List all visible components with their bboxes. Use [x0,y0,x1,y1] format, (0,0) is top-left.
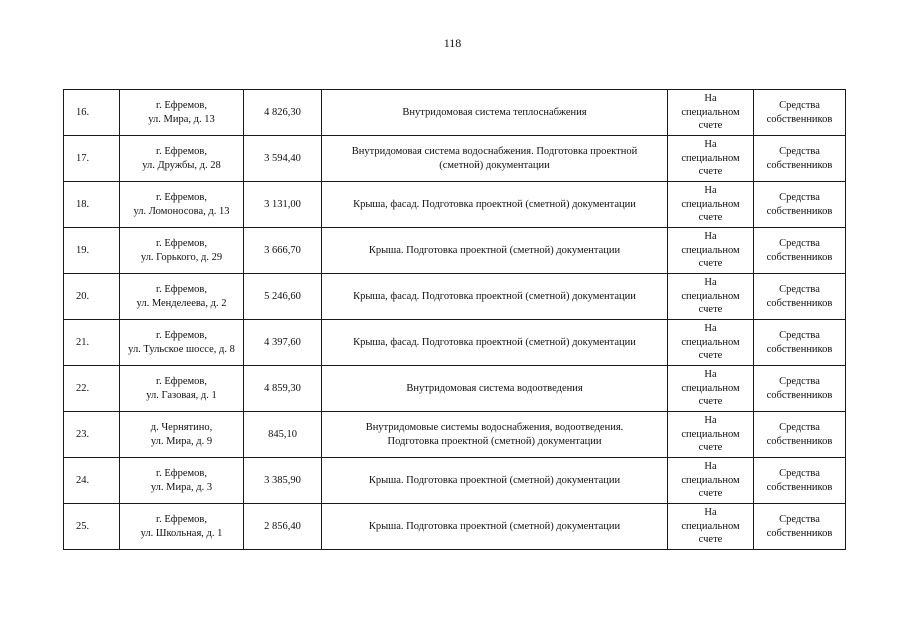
address-cell [120,274,244,320]
row-number-text: 22. [76,382,90,394]
funding-source-cell [754,136,846,182]
table-row [64,320,846,366]
funding-method-line-1: На [704,369,717,381]
funding-source-cell [754,366,846,412]
funding-source-cell [754,320,846,366]
address-locality: г. Ефремов, [156,284,207,295]
address-cell [120,90,244,136]
page-number: 118 [443,36,462,50]
funding-method-line-2: специальном [681,474,740,486]
row-number-text: 18. [76,198,90,210]
table-row [64,90,846,136]
area-value: 3 385,90 [264,474,301,486]
address-locality: г. Ефремов, [156,330,207,341]
funding-source-line-1: Средства [779,100,820,111]
funding-method-line-2: специальном [681,152,740,164]
work-type-line-1: Внутридомовая система теплоснабжения [402,106,587,118]
funding-source-cell [754,90,846,136]
funding-method-line-3: счете [698,166,723,178]
table-row [64,182,846,228]
funding-method-cell [668,366,754,412]
area-cell [244,182,322,228]
funding-source-line-1: Средства [779,376,820,387]
funding-method-line-3: счете [698,396,723,408]
funding-source-cell [754,412,846,458]
row-number [64,320,120,366]
row-number [64,274,120,320]
funding-source-line-1: Средства [779,468,820,479]
row-number-text: 24. [76,474,90,486]
area-value: 3 594,40 [264,152,301,164]
address-cell [120,228,244,274]
funding-method-line-2: специальном [681,106,740,118]
funding-source-cell [754,274,846,320]
work-type-line-1: Крыша. Подготовка проектной (сметной) документации [368,474,621,486]
table-row [64,366,846,412]
area-value: 4 397,60 [264,336,301,348]
table-row [64,412,846,458]
address-locality: г. Ефремов, [156,100,207,111]
funding-method-line-3: счете [698,350,723,362]
work-type-line-1: Крыша. Подготовка проектной (сметной) документации [368,520,621,532]
funding-method-cell [668,320,754,366]
work-type-cell [322,90,668,136]
work-type-cell [322,274,668,320]
area-value: 845,10 [268,428,297,440]
address-cell [120,412,244,458]
address-cell [120,366,244,412]
area-cell [244,366,322,412]
area-cell [244,136,322,182]
address-street: ул. Мира, д. 3 [150,481,213,493]
table-row [64,458,846,504]
row-number [64,412,120,458]
area-cell [244,458,322,504]
work-type-cell [322,136,668,182]
funding-source-line-2: собственников [766,251,833,263]
address-cell [120,458,244,504]
address-street: ул. Мира, д. 13 [148,113,215,125]
funding-source-line-2: собственников [766,389,833,401]
funding-method-line-2: специальном [681,520,740,532]
address-street: ул. Газовая, д. 1 [146,389,217,401]
address-locality: г. Ефремов, [156,376,207,387]
table-body [64,90,846,550]
table-row [64,136,846,182]
funding-source-line-2: собственников [766,343,833,355]
funding-source-line-2: собственников [766,481,833,493]
work-type-line-2: Подготовка проектной (сметной) документации [387,435,602,447]
work-type-line-1: Крыша, фасад. Подготовка проектной (сметной) документации [353,336,636,348]
address-locality: г. Ефремов, [156,146,207,157]
funding-method-cell [668,182,754,228]
funding-method-line-3: счете [698,212,723,224]
funding-method-line-2: специальном [681,336,740,348]
funding-source-line-2: собственников [766,159,833,171]
funding-method-line-3: счете [698,120,723,132]
area-value: 5 246,60 [264,290,301,302]
funding-source-cell [754,182,846,228]
funding-source-line-2: собственников [766,435,833,447]
funding-method-cell [668,274,754,320]
address-cell [120,320,244,366]
area-value: 3 131,00 [264,198,301,210]
area-cell [244,412,322,458]
funding-source-line-1: Средства [779,422,820,433]
funding-source-line-2: собственников [766,527,833,539]
row-number [64,458,120,504]
table-row [64,274,846,320]
row-number [64,228,120,274]
area-cell [244,320,322,366]
funding-method-line-3: счете [698,258,723,270]
funding-method-line-1: На [704,139,717,151]
work-type-cell [322,320,668,366]
address-street: ул. Мира, д. 9 [150,435,213,447]
area-cell [244,90,322,136]
funding-method-line-3: счете [698,488,723,500]
work-type-line-1: Крыша, фасад. Подготовка проектной (сметной) документации [353,290,636,302]
row-number-text: 17. [76,152,90,164]
row-number [64,136,120,182]
funding-method-cell [668,412,754,458]
area-value: 4 826,30 [264,106,301,118]
funding-method-line-3: счете [698,442,723,454]
table-row [64,504,846,550]
row-number [64,90,120,136]
funding-source-line-1: Средства [779,284,820,295]
address-locality: д. Чернятино, [150,422,213,433]
funding-source-cell [754,458,846,504]
address-street: ул. Менделеева, д. 2 [136,297,227,309]
funding-method-line-2: специальном [681,290,740,302]
funding-source-line-2: собственников [766,113,833,125]
funding-method-line-1: На [704,231,717,243]
work-type-line-2: (сметной) документации [439,159,550,171]
work-type-cell [322,182,668,228]
area-value: 3 666,70 [264,244,301,256]
funding-method-cell [668,458,754,504]
funding-source-cell [754,228,846,274]
area-value: 2 856,40 [264,520,301,532]
work-type-line-1: Внутридомовая система водоотведения [406,382,583,394]
address-street: ул. Ломоносова, д. 13 [133,205,230,217]
funding-method-line-3: счете [698,534,723,546]
funding-method-line-2: специальном [681,244,740,256]
row-number [64,182,120,228]
row-number-text: 23. [76,428,90,440]
repair-registry-table [63,89,846,550]
row-number-text: 16. [76,106,90,118]
funding-method-line-2: специальном [681,382,740,394]
funding-source-line-1: Средства [779,192,820,203]
funding-method-line-1: На [704,277,717,289]
funding-method-cell [668,504,754,550]
area-value: 4 859,30 [264,382,301,394]
table-row [64,228,846,274]
row-number-text: 25. [76,520,90,532]
work-type-line-1: Внутридомовая система водоснабжения. Подготовка проектной [351,146,638,157]
funding-method-line-1: На [704,507,717,519]
area-cell [244,228,322,274]
address-street: ул. Горького, д. 29 [140,251,223,263]
funding-method-line-1: На [704,323,717,335]
funding-source-cell [754,504,846,550]
funding-method-cell [668,228,754,274]
address-cell [120,136,244,182]
funding-method-line-3: счете [698,304,723,316]
funding-source-line-1: Средства [779,330,820,341]
work-type-cell [322,504,668,550]
work-type-cell [322,412,668,458]
row-number [64,366,120,412]
funding-method-cell [668,136,754,182]
funding-method-line-1: На [704,461,717,473]
address-locality: г. Ефремов, [156,514,207,525]
area-cell [244,504,322,550]
work-type-cell [322,458,668,504]
work-type-line-1: Крыша. Подготовка проектной (сметной) документации [368,244,621,256]
funding-source-line-2: собственников [766,205,833,217]
funding-method-line-1: На [704,93,717,105]
row-number-text: 19. [76,244,90,256]
work-type-line-1: Внутридомовые системы водоснабжения, водоотведения. [365,422,624,433]
address-street: ул. Школьная, д. 1 [140,527,223,539]
row-number-text: 20. [76,290,90,302]
funding-source-line-1: Средства [779,146,820,157]
funding-method-line-1: На [704,415,717,427]
row-number-text: 21. [76,336,90,348]
address-locality: г. Ефремов, [156,192,207,203]
funding-method-line-1: На [704,185,717,197]
funding-method-line-2: специальном [681,428,740,440]
address-cell [120,504,244,550]
work-type-cell [322,366,668,412]
address-street: ул. Тульское шоссе, д. 8 [128,343,235,355]
work-type-line-1: Крыша, фасад. Подготовка проектной (сметной) документации [353,198,636,210]
funding-source-line-2: собственников [766,297,833,309]
address-street: ул. Дружбы, д. 28 [142,159,221,171]
funding-source-line-1: Средства [779,238,820,249]
funding-method-line-2: специальном [681,198,740,210]
funding-method-cell [668,90,754,136]
area-cell [244,274,322,320]
funding-source-line-1: Средства [779,514,820,525]
work-type-cell [322,228,668,274]
row-number [64,504,120,550]
address-cell [120,182,244,228]
address-locality: г. Ефремов, [156,238,207,249]
address-locality: г. Ефремов, [156,468,207,479]
